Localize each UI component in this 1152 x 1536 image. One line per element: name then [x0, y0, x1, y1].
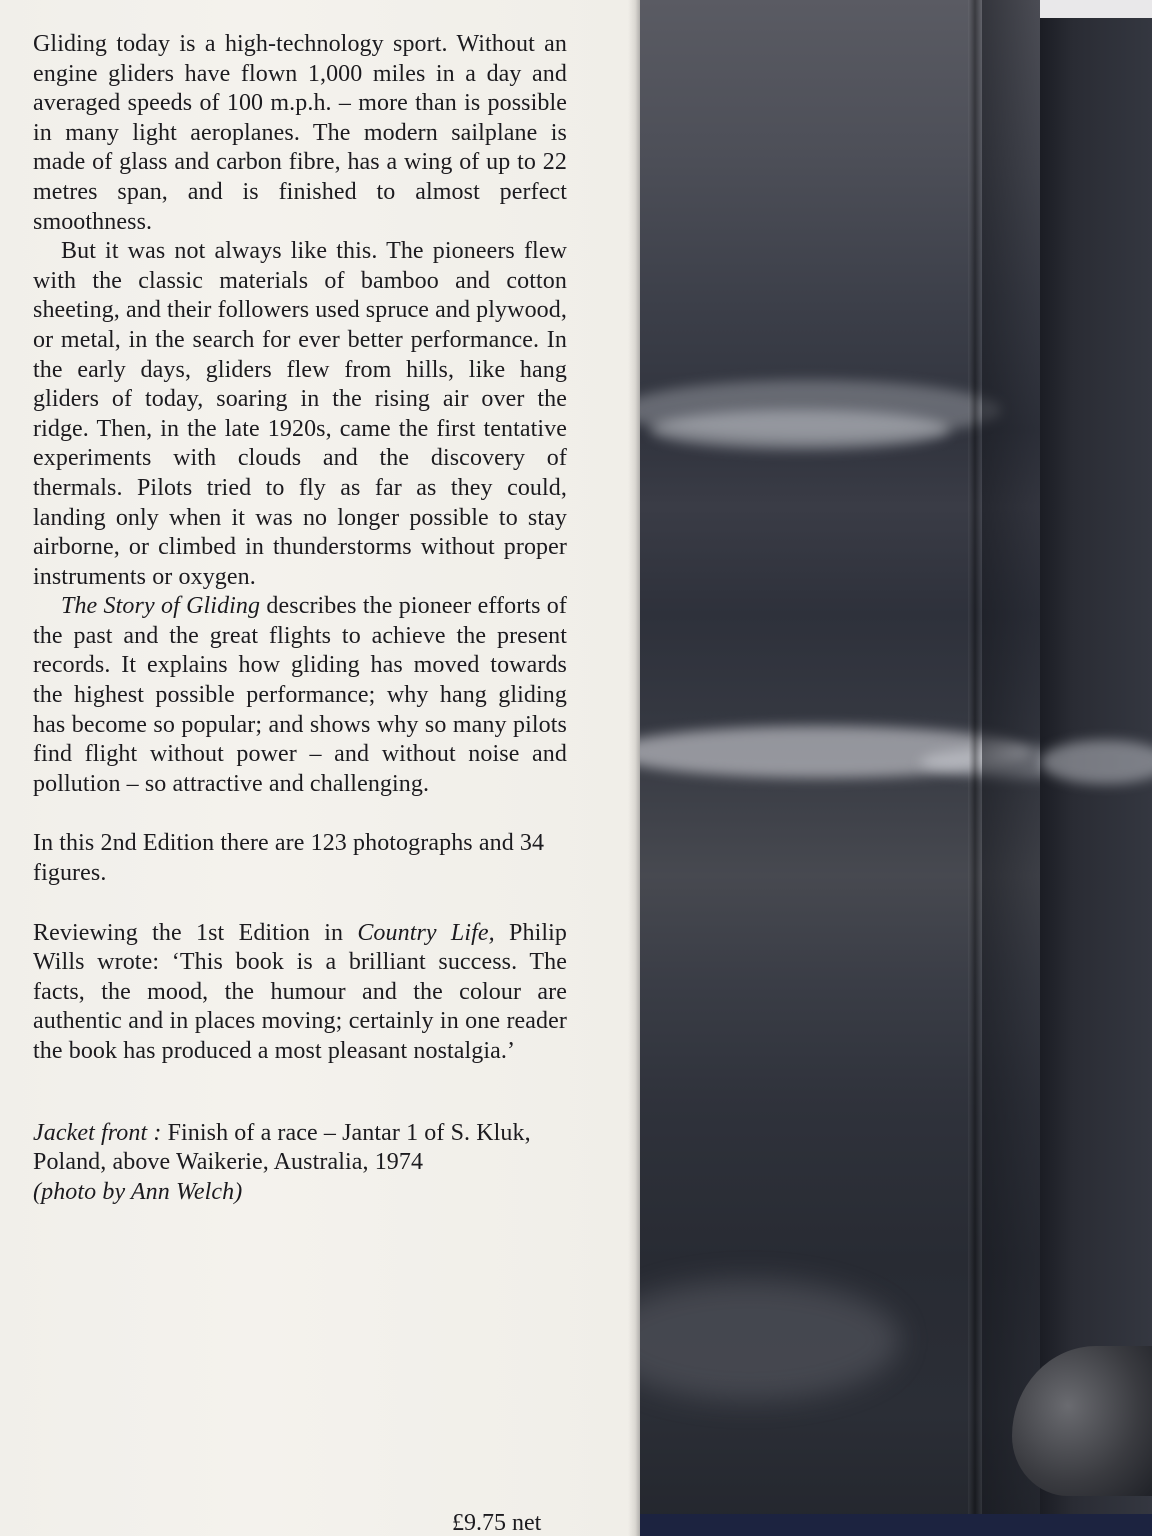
edition-note: In this 2nd Edition there are 123 photographs and 34 figures.	[33, 830, 545, 887]
jacket-top-edge	[1040, 0, 1152, 18]
history-paragraph: But it was not always like this. The pioneers flew with the classic materials of bamboo and cotton sheeting, and their followers used spruce and plywood, or metal, in the search for ever better performance. In the early days, gliders flew from hills, like hang gliders of today, soaring in the rising air over the ridge. Then, in the late 1920s, came the first tentative experiments with clouds and the discovery of thermals. Pilots tried to fly as far as they could, landing only when it was no longer possible to stay airborne, or climbed in thunderstorms without proper instruments or oxygen.	[33, 238, 567, 590]
flap-edge-shadow	[628, 0, 640, 1536]
price-label: £9.75 net	[452, 1510, 542, 1536]
board-edge	[640, 1514, 1152, 1536]
flap-text-block	[33, 30, 567, 1207]
spine-fold	[968, 0, 982, 1536]
review-quote: Philip Wills wrote: ‘This book is a brilliant success. The facts, the mood, the humour and the colour are authentic and in places moving; certainly in one reader the book has produced a most pleasant nostalgia.’	[33, 919, 567, 1064]
spine-shadow	[982, 0, 1040, 1536]
jacket-caption-label: Jacket front :	[33, 1119, 162, 1146]
cloud-band-upper-2	[650, 410, 950, 450]
description-text: describes the pioneer efforts of the past and the great flights to achieve the present records. It explains how gliding has moved towards the highest possible performance; why hang gliding has become so popular; and shows why so many pilots find flight without power – and without noise and pollution – so attractive and challenging.	[33, 593, 567, 797]
cover-photograph	[640, 0, 1152, 1536]
photo-credit: (photo by Ann Welch)	[33, 1178, 243, 1205]
book-title: The Story of Gliding	[61, 593, 261, 620]
cloud-haze-lower	[640, 1280, 900, 1400]
jacket-caption-text: Finish of a race – Jantar 1 of S. Kluk, Poland, above Waikerie, Australia, 1974	[33, 1119, 531, 1176]
review-prefix: Reviewing the 1st Edition in	[33, 919, 358, 946]
description-paragraph	[33, 592, 567, 799]
jacket-caption	[33, 1119, 567, 1178]
review-paragraph	[33, 919, 567, 1067]
review-magazine: Country Life,	[357, 919, 495, 946]
intro-paragraph: Gliding today is a high-technology sport. Without an engine gliders have flown 1,000 miles in a day and averaged speeds of 100 m.p.h. – more than is possible in many light aeroplanes. The modern sailplane is made of glass and carbon fibre, has a wing of up to 22 metres span, and is finished to almost perfect smoothness.	[33, 31, 567, 235]
